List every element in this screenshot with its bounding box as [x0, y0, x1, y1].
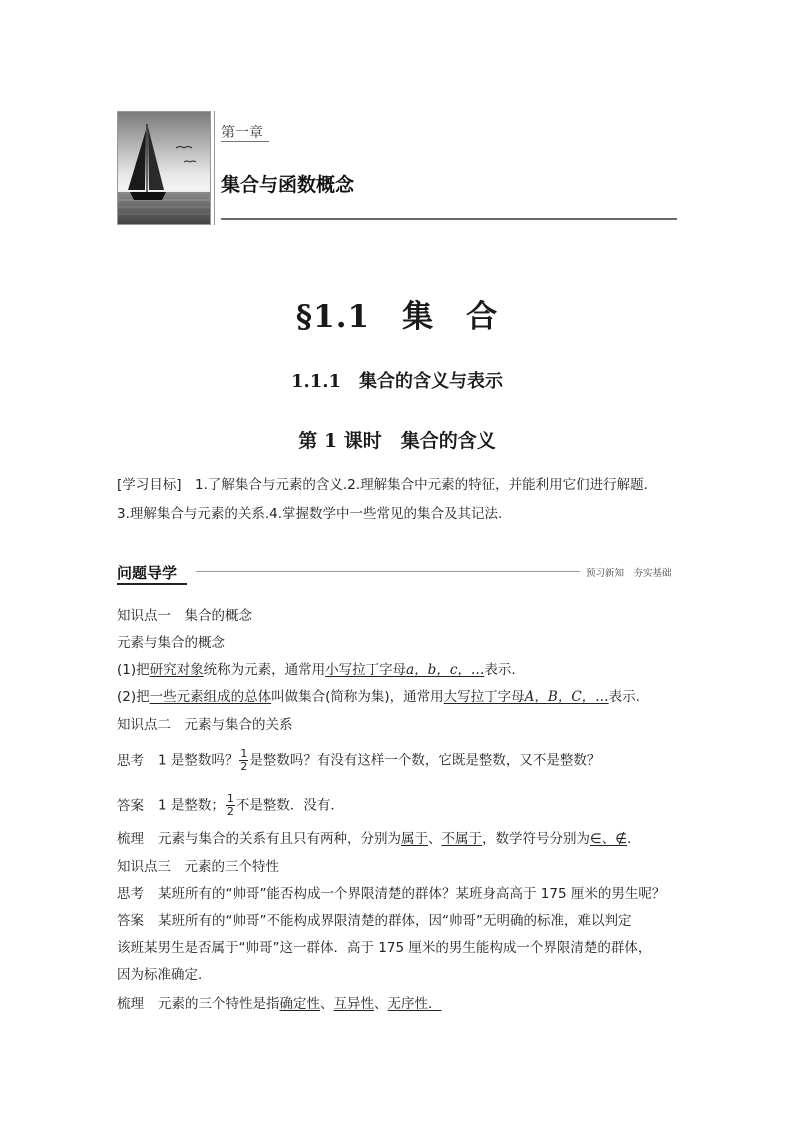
section-bar-tag: 预习新知 夯实基础: [586, 568, 672, 579]
kp2-think-a: 1 是整数吗？: [158, 752, 239, 769]
kp3-summary-sep-2: 、: [374, 996, 388, 1012]
section-bar-rule: [196, 571, 580, 572]
chapter-label: 第一章: [221, 125, 263, 141]
kp3-summary-a: 元素的三个特性是指: [158, 996, 280, 1012]
kp1-item1-post: 表示.: [484, 662, 516, 678]
kp2-summary-label: 梳理: [117, 831, 144, 847]
kp1-item1-underline-1: 研究对象: [149, 662, 204, 678]
lesson-title: 第 1 课时 集合的含义: [298, 430, 496, 452]
kp1-item2-letters: A，B，C，…: [524, 689, 609, 705]
kp2-think-b: 是整数吗？有没有这样一个数，它既是整数，又不是整数？: [249, 752, 601, 769]
kp1-item-1: [117, 661, 516, 679]
kp2-summary-end: .: [627, 831, 632, 847]
kp3-answer-line-3: 因为标准确定．: [117, 967, 212, 983]
kp2-think-fraction: [239, 748, 248, 773]
sailboat-photo: [117, 111, 211, 225]
kp1-item2-underline-2: [444, 689, 609, 705]
kp2-answer-a: 1 是整数；: [158, 797, 225, 814]
kp2-answer-b: 不是整数．没有．: [235, 797, 344, 814]
kp3-think-label: 思考: [117, 886, 144, 902]
kp3-summary-distinctness: 互异性: [333, 996, 374, 1012]
kp3-summary: [117, 995, 442, 1013]
kp3-summary-determinacy: 确定性: [279, 996, 320, 1012]
kp2-summary-not-belongs: 不属于: [441, 831, 482, 847]
kp2-title: 知识点二 元素与集合的关系: [117, 717, 293, 733]
chapter-label-underline: [221, 141, 269, 142]
kp2-summary-a: 元素与集合的关系有且只有两种，分别为: [158, 831, 401, 847]
chapter-title: 集合与函数概念: [221, 174, 355, 196]
kp3-think-text: 某班所有的“帅哥”能否构成一个界限清楚的群体？某班身高高于 175 厘米的男生呢？: [158, 886, 666, 902]
kp3-think: [117, 885, 665, 903]
kp1-item1-mid: 统称为元素，通常用: [203, 662, 326, 678]
kp3-summary-label: 梳理: [117, 996, 144, 1012]
kp1-item2-mid: 叫做集合(简称为集)，通常用: [271, 689, 444, 705]
kp1-item1-u2-text: 小写拉丁字母: [325, 662, 407, 678]
kp1-item2-underline-1: 一些元素组成的总体: [149, 689, 272, 705]
kp2-think: [117, 748, 600, 773]
kp3-summary-unorderedness: 无序性．: [387, 996, 442, 1012]
kp1-item2-u2-text: 大写拉丁字母: [443, 689, 525, 705]
subsection-title: 1.1.1 集合的含义与表示: [290, 371, 504, 392]
objectives-line-1: [学习目标] 1.了解集合与元素的含义.2.理解集合中元素的特征，并能利用它们进行解题.: [117, 477, 648, 493]
kp1-title: 知识点一 集合的概念: [117, 608, 252, 624]
kp3-summary-sep-1: 、: [320, 996, 334, 1012]
kp1-item1-underline-2: [325, 662, 484, 678]
fraction-denominator: 2: [240, 760, 248, 773]
kp1-item-2: [117, 688, 640, 706]
kp2-summary-symbols: ∈、∉: [590, 831, 628, 847]
kp2-summary-sep: 、: [428, 831, 442, 847]
kp2-answer: [117, 793, 344, 818]
fraction-denominator: 2: [226, 805, 234, 818]
kp1-subtitle: 元素与集合的概念: [117, 635, 225, 651]
fraction-numerator: 1: [240, 747, 248, 760]
kp1-item2-post: 表示.: [608, 689, 640, 705]
kp3-answer-line-1: [117, 912, 631, 930]
kp2-answer-label: 答案: [117, 797, 144, 814]
section-bar-underline: [117, 583, 187, 585]
chapter-rule: [221, 218, 677, 220]
kp3-answer-text-1: 某班所有的“帅哥”不能构成界限清楚的群体，因“帅哥”无明确的标准，难以判定: [158, 913, 632, 929]
kp3-answer-label: 答案: [117, 913, 144, 929]
objectives-line-2: 3.理解集合与元素的关系.4.掌握数学中一些常见的集合及其记法.: [117, 506, 503, 522]
kp3-title: 知识点三 元素的三个特性: [117, 859, 279, 875]
kp2-think-label: 思考: [117, 752, 144, 769]
kp1-item2-pre: (2)把: [117, 689, 150, 705]
kp1-item1-pre: (1)把: [117, 662, 150, 678]
kp2-answer-fraction: [226, 793, 235, 818]
section-title: §1.1 集 合: [295, 299, 499, 335]
kp2-summary-b: ，数学符号分别为: [482, 831, 590, 847]
kp3-answer-line-2: 该班某男生是否属于“帅哥”这一群体．高于 175 厘米的男生能构成一个界限清楚的群体，: [117, 940, 652, 956]
section-bar-heading: 问题导学: [117, 564, 178, 582]
fraction-numerator: 1: [226, 792, 234, 805]
chapter-separator: [214, 111, 215, 225]
kp2-summary-belongs: 属于: [401, 831, 428, 847]
kp1-item1-letters: a，b，c，…: [406, 662, 485, 678]
kp2-summary: [117, 830, 631, 848]
